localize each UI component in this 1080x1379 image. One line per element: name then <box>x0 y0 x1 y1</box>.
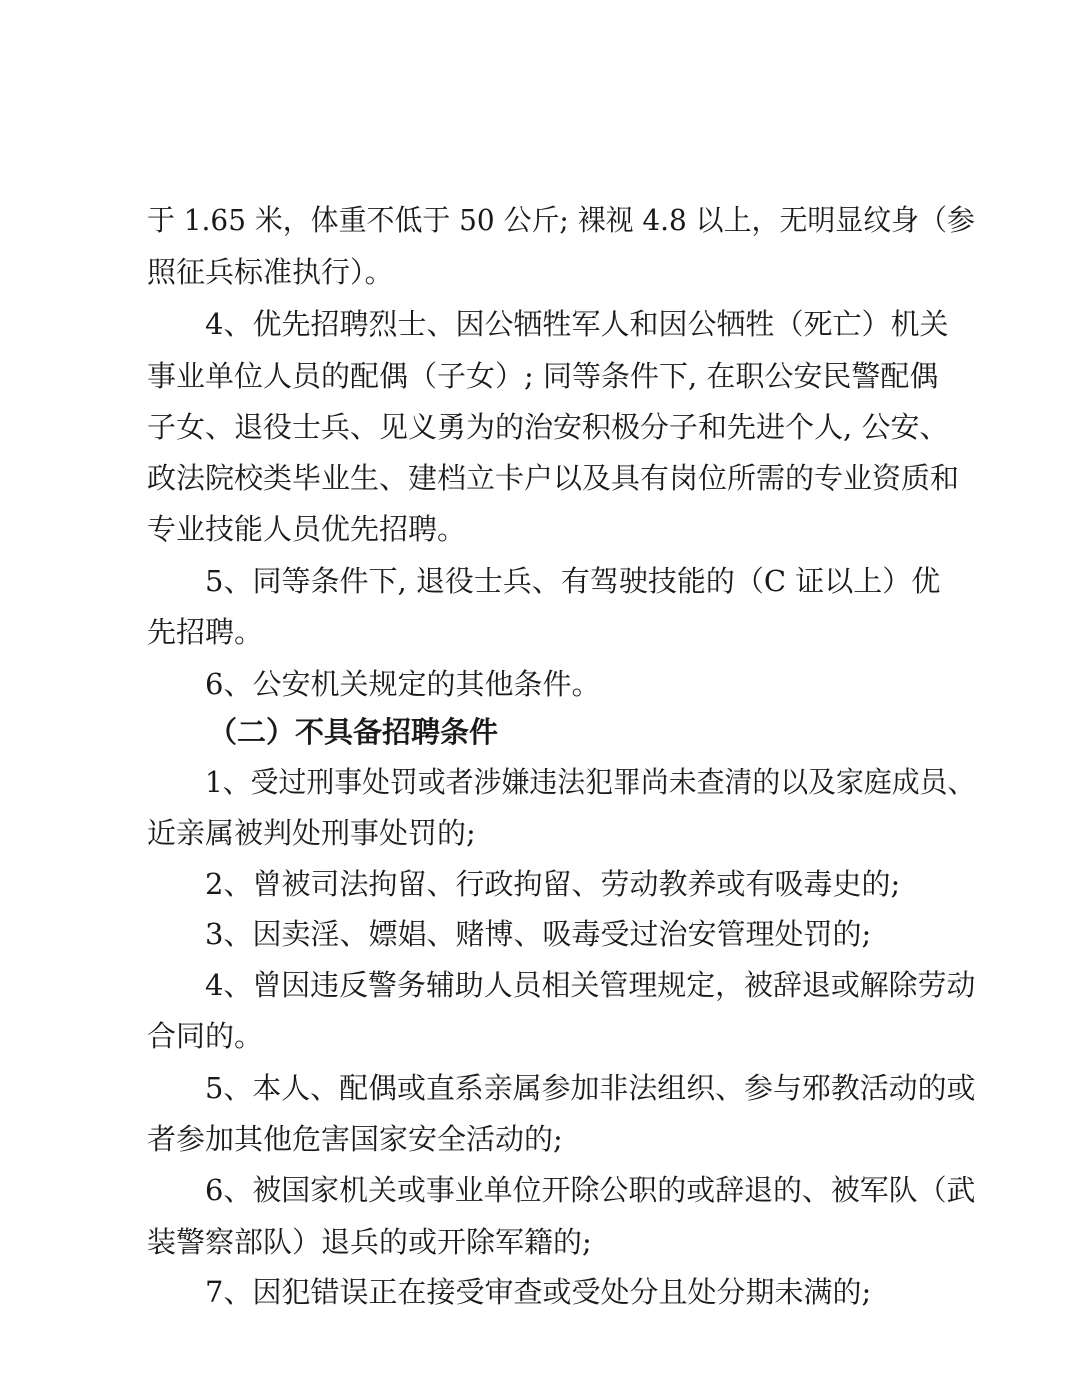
text-line: 照征兵标准执行）。 <box>147 255 394 289</box>
text-line: 5、同等条件下, 退役士兵、有驾驶技能的（C 证以上）优 <box>205 564 941 598</box>
text-line: 于 1.65 米，体重不低于 50 公斤; 裸视 4.8 以上，无明显纹身（参 <box>147 203 975 237</box>
text-line: 4、曾因违反警务辅助人员相关管理规定，被辞退或解除劳动 <box>205 968 976 1002</box>
text-line: 2、曾被司法拘留、行政拘留、劳动教养或有吸毒史的; <box>205 867 901 901</box>
text-line: 6、被国家机关或事业单位开除公职的或辞退的、被军队（武 <box>205 1173 976 1207</box>
text-line: 5、本人、配偶或直系亲属参加非法组织、参与邪教活动的或 <box>205 1071 976 1105</box>
text-line: 1、受过刑事处罚或者涉嫌违法犯罪尚未查清的以及家庭成员、 <box>205 765 976 799</box>
text-line: 装警察部队）退兵的或开除军籍的; <box>147 1225 592 1259</box>
text-line: 7、因犯错误正在接受审查或受处分且处分期未满的; <box>205 1275 872 1309</box>
text-line: 者参加其他危害国家安全活动的; <box>147 1122 563 1156</box>
text-line: 4、优先招聘烈士、因公牺牲军人和因公牺牲（死亡）机关 <box>205 307 949 341</box>
text-line: 事业单位人员的配偶（子女）; 同等条件下, 在职公安民警配偶 <box>147 359 939 393</box>
text-line: 合同的。 <box>147 1019 264 1053</box>
section-heading: （二）不具备招聘条件 <box>208 715 499 749</box>
text-line: 子女、退役士兵、见义勇为的治安积极分子和先进个人, 公安、 <box>147 410 949 444</box>
text-line: 政法院校类毕业生、建档立卡户以及具有岗位所需的专业资质和 <box>147 461 960 495</box>
text-line: 近亲属被判处刑事处罚的; <box>147 816 476 850</box>
text-line: 6、公安机关规定的其他条件。 <box>205 667 601 701</box>
text-line: 3、因卖淫、嫖娼、赌博、吸毒受过治安管理处罚的; <box>205 917 872 951</box>
text-line: 先招聘。 <box>147 615 264 649</box>
text-line: 专业技能人员优先招聘。 <box>147 512 467 546</box>
